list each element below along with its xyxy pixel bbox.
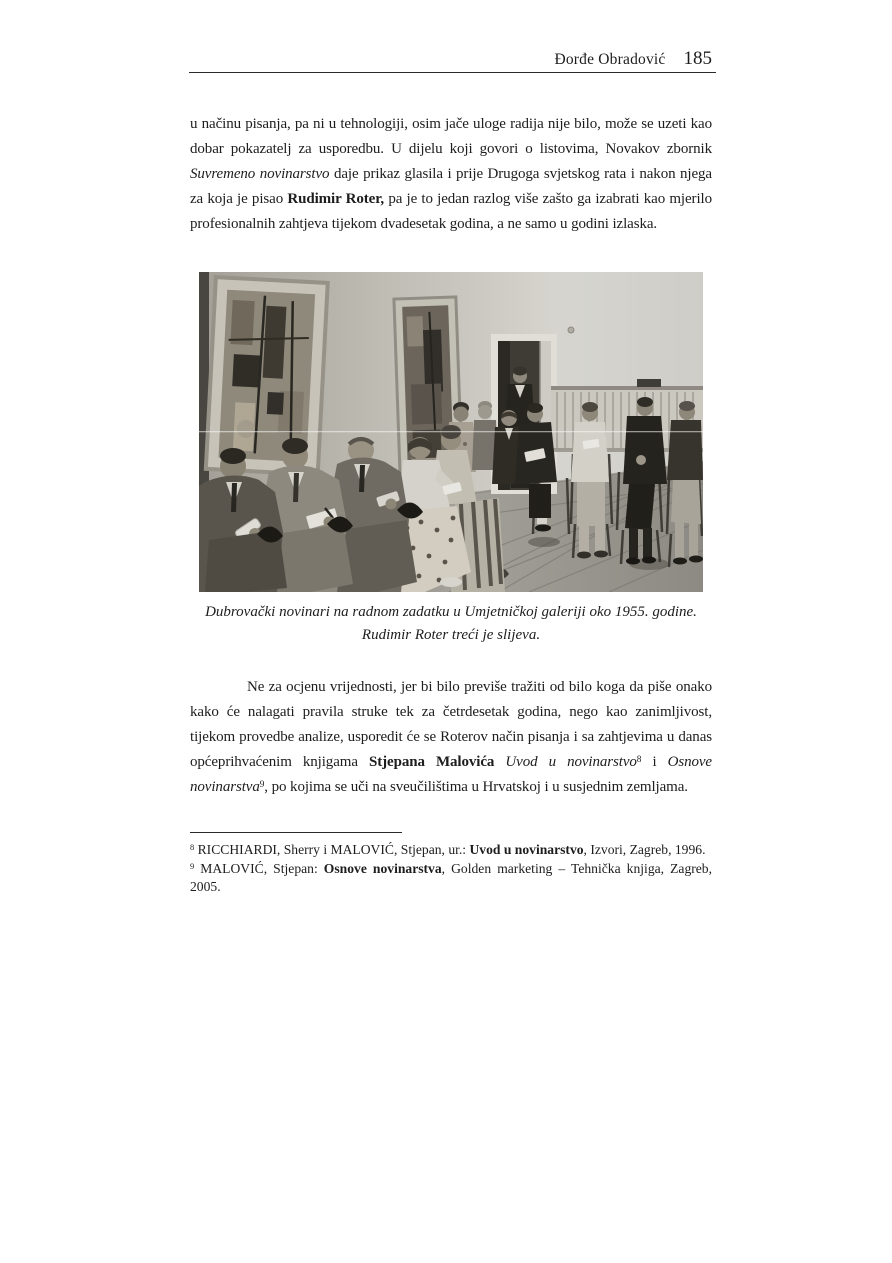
body-paragraph-2: Ne za ocjenu vrijednosti, jer bi bilo previše tražiti od bilo koga da piše onako kako će nalagati pravila struke tek za četrdesetak godina, nego kao zanimljivost, tijekom provedbe analize, usporedit će se Roterov način pisanja i sa zahtjevima u danas općeprihvaćenim knjigama Stjepana Malovića Uvod u novinarstvo$^8$ i Osnove novinarstva$^9$, po kojima se uči na sveučilištima u Hrvatskoj i u susjednim zemljama. [190,679,712,795]
header-author: Đorđe Obradović [554,51,666,68]
footnotes [190,841,712,897]
footnote-9: $^9$ MALOVIĆ, Stjepan: Osnove novinarstva, Golden marketing – Tehnička knjiga, Zagreb, 2005. [190,860,712,895]
photo-caption [190,601,712,647]
header-page-number: 185 [683,48,712,69]
footnote-separator [190,832,402,833]
gallery-photo [199,272,703,592]
page-header [190,48,712,70]
footnote-8: $^8$ RICCHIARDI, Sherry i MALOVIĆ, Stjepan, ur.: Uvod u novinarstvo, Izvori, Zagreb, 1996. [190,842,706,857]
photo-caption-line2: Rudimir Roter treći je slijeva. [361,627,541,643]
photo-caption-line1: Dubrovački novinari na radnom zadatku u Umjetničkoj galeriji oko 1955. godine. [205,604,697,620]
header-rule [189,72,716,73]
body-paragraph-1: u načinu pisanja, pa ni u tehnologiji, osim jače uloge radija nije bilo, može se uzeti kao dobar pokazatelj za usporedbu. U dijelu koji govori o listovima, Novakov zbornik Suvremeno novinarstvo daje prikaz glasila i prije Drugoga svjetskog rata i nakon njega za koja je pisao Rudimir Roter, pa je to jedan razlog više zašto ga izabrati kao mjerilo profesionalnih zahtjeva tijekom dvadesetak godina, a ne samo u godini izlaska. [190,116,712,232]
